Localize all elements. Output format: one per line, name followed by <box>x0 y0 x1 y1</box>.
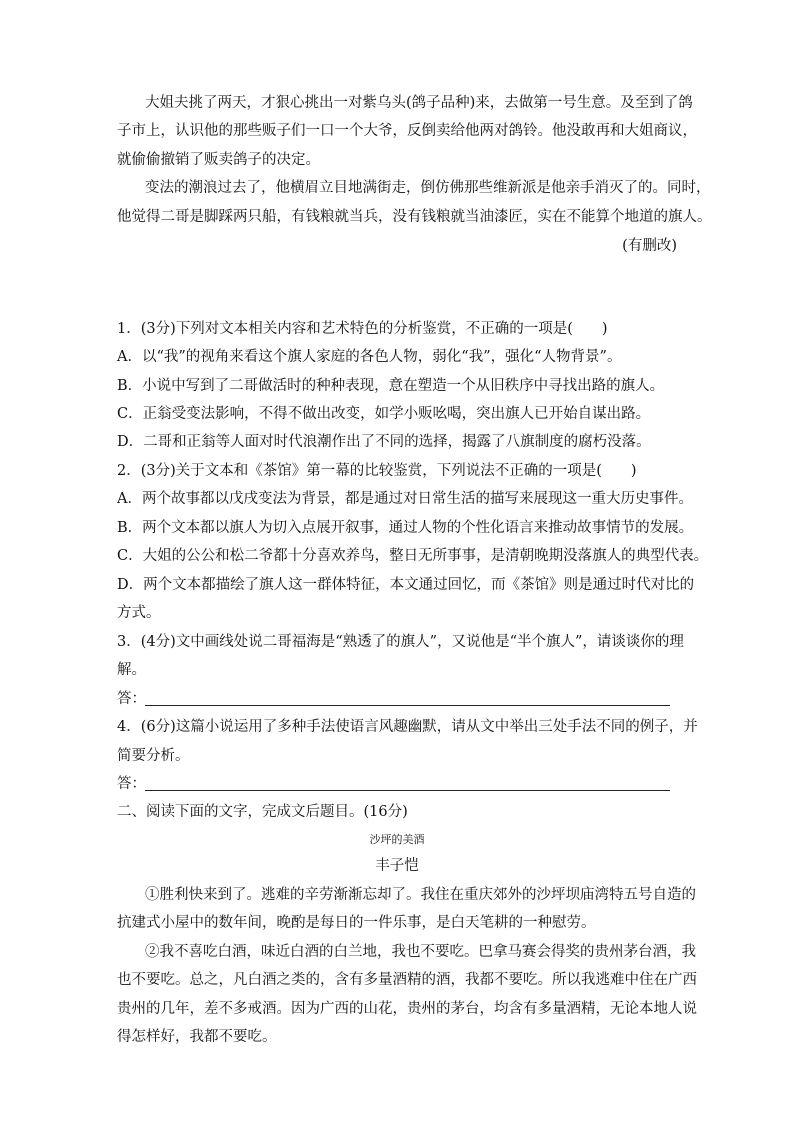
passage1-line: 就偷偷撤销了贩卖鸽子的决定。 <box>117 152 320 168</box>
section-2-heading: 二、阅读下面的文字，完成文后题目。(16分) <box>117 804 408 820</box>
option-1c: C．正翁受变法影响，不得不做出改变，如学小贩吆喝，突出旗人已开始自谋出路。 <box>117 406 651 422</box>
article-title: 沙坪的美酒 <box>369 833 425 846</box>
option-1b: B．小说中写到了二哥做活时的种种表现，意在塑造一个从旧秩序中寻找出路的旗人。 <box>117 378 665 394</box>
answer-line-4[interactable] <box>145 790 670 791</box>
passage2-line: 贵州的几年，差不多戒酒。因为广西的山花，贵州的茅台，均含有多量酒精，无论本地人说 <box>117 1001 697 1017</box>
answer-line-3[interactable] <box>145 705 670 706</box>
passage2-line: ②我不喜吃白酒，味近白酒的白兰地，我也不要吃。巴拿马赛会得奖的贵州茅台酒，我 <box>145 944 696 960</box>
article-author: 丰子恺 <box>375 858 419 874</box>
question-3: 3．(4分)文中画线处说二哥福海是“熟透了的旗人”，又说他是“半个旗人”，请谈谈你的理 <box>117 634 684 650</box>
option-2d: D．两个文本都描绘了旗人这一群体特征，本文通过回忆，而《茶馆》则是通过时代对比的 <box>117 577 695 593</box>
option-2a: A．两个故事都以戊戌变法为背景，都是通过对日常生活的描写来展现这一重大历史事件。 <box>117 491 693 507</box>
option-2d-cont: 方式。 <box>117 605 161 621</box>
passage1-line: 他觉得二哥是脚踩两只船，有钱粮就当兵，没有钱粮就当油漆匠，实在不能算个地道的旗人。 <box>117 209 712 225</box>
question-4-cont: 简要分析。 <box>117 748 190 764</box>
question-4: 4．(6分)这篇小说运用了多种手法使语言风趣幽默，请从文中举出三处手法不同的例子，并 <box>117 719 698 735</box>
passage1-line: 子市上，认识他的那些贩子们一口一个大爷，反倒卖给他两对鸽铃。他没敢再和大姐商议， <box>117 123 697 139</box>
passage2-line: 抗建式小屋中的数年间，晚酌是每日的一件乐事，是白天笔耕的一种慰劳。 <box>117 915 596 931</box>
option-1a: A．以“我”的视角来看这个旗人家庭的各色人物，弱化“我”，强化“人物背景”。 <box>117 349 622 365</box>
passage1-line: 变法的潮浪过去了，他横眉立目地满街走，倒仿佛那些维新派是他亲手消灭了的。同时， <box>145 180 711 196</box>
option-1d: D．二哥和正翁等人面对时代浪潮作出了不同的选择，揭露了八旗制度的腐朽没落。 <box>117 434 651 450</box>
answer-label-3: 答： <box>117 691 146 707</box>
option-2c: C．大姐的公公和松二爷都十分喜欢养鸟，整日无所事事，是清朝晚期没落旗人的典型代表。 <box>117 548 709 564</box>
answer-label-4: 答： <box>117 776 146 792</box>
question-2: 2．(3分)关于文本和《茶馆》第一幕的比较鉴赏，下列说法不正确的一项是( ) <box>117 463 637 479</box>
passage1-line: 大姐夫挑了两天，才狠心挑出一对紫乌头(鸽子品种)来，去做第一号生意。及至到了鸽 <box>145 95 693 111</box>
passage2-line: 也不要吃。总之，凡白酒之类的，含有多量酒精的酒，我都不要吃。所以我逃难中住在广西 <box>117 972 697 988</box>
question-3-cont: 解。 <box>117 662 146 678</box>
option-2b: B．两个文本都以旗人为切入点展开叙事，通过人物的个性化语言来推动故事情节的发展。 <box>117 520 694 536</box>
question-1: 1．(3分)下列对文本相关内容和艺术特色的分析鉴赏，不正确的一项是( ) <box>117 321 608 337</box>
passage2-line: ①胜利快来到了。逃难的辛劳渐渐忘却了。我住在重庆郊外的沙坪坝庙湾特五号自造的 <box>145 887 696 903</box>
passage2-line: 得怎样好，我都不要吃。 <box>117 1029 277 1045</box>
edit-note: (有删改) <box>622 238 677 254</box>
